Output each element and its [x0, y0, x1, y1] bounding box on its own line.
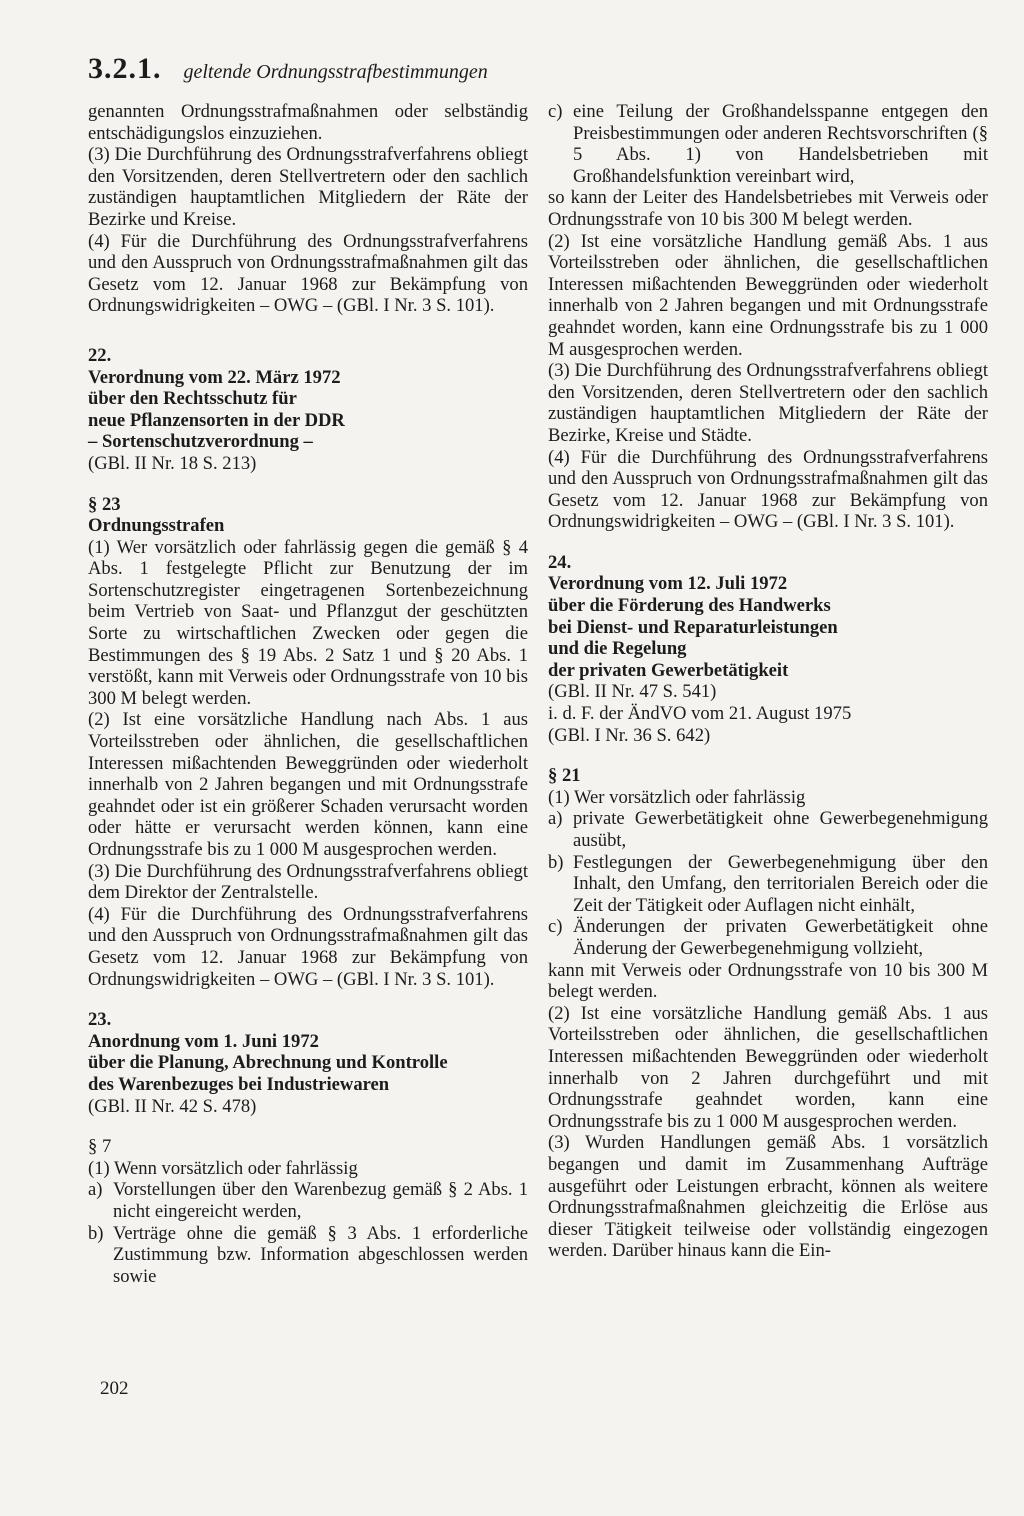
entry-source: (GBl. II Nr. 47 S. 541) — [548, 681, 717, 703]
list-item — [548, 916, 988, 959]
paragraph: (1) Wer vorsätzlich oder fahrlässig — [548, 786, 806, 808]
list-text: Änderungen der privaten Gewerbetätigkeit ohne Änderung der Gewerbegenehmigung vollzieht, — [573, 916, 988, 959]
entry-source: i. d. F. der ÄndVO vom 21. August 1975 — [548, 703, 852, 725]
entry-title-line: – Sortenschutzverordnung – — [88, 431, 313, 453]
paragraph: (2) Ist eine vorsätzliche Handlung nach Abs. 1 aus Vorteilsstreben oder ähnlichen, die gesellschaftlichen Interessen mißachtenden Beweggründen oder wiederholt innerhalb von 2 Jahren begangen und mit Ordnungsstrafe geahndet oder ist ein größerer Schaden verursacht worden oder hätte er verursacht werden können, kann eine Ordnungsstrafe bis zu 1 000 M ausgesprochen werden. — [88, 709, 528, 860]
entry-number: 24. — [548, 551, 572, 573]
entry-source: (GBl. II Nr. 18 S. 213) — [88, 452, 257, 474]
list-item — [548, 101, 988, 187]
entry-title-line: über den Rechtsschutz für — [88, 388, 297, 410]
list-label: a) — [548, 808, 563, 830]
paragraph: (3) Die Durchführung des Ordnungsstrafverfahrens obliegt den Vorsitzenden, deren Stellvertretern oder den sachlich zuständigen hauptamtlichen Mitgliedern der Räte der Bezirke und Kreise. — [88, 144, 528, 230]
list-label: b) — [88, 1222, 104, 1244]
entry-title-line: über die Planung, Abrechnung und Kontrolle — [88, 1052, 448, 1074]
entry-title-line: neue Pflanzensorten in der DDR — [88, 409, 345, 431]
entry-22 — [88, 345, 528, 990]
list-label: c) — [548, 916, 563, 938]
paragraph-sign: § 23 — [88, 493, 121, 515]
entry-24 — [548, 552, 988, 1262]
paragraph: (1) Wer vorsätzlich oder fahrlässig gegen die gemäß § 4 Abs. 1 festgelegte Pflicht zur Benutzung der im Sortenschutzregister eingetragenen Sortenbezeichnung beim Vertrieb von Saat- und Pflanzgut der geschützten Sorte zu wirtschaftlichen Zwecken oder gegen die Bestimmungen des § 19 Abs. 2 Satz 1 und § 20 Abs. 1 verstößt, kann mit Verweis oder Ordnungsstrafe von 10 bis 300 M belegt werden. — [88, 536, 528, 709]
entry-title-line: über die Förderung des Handwerks — [548, 595, 831, 617]
list-text: Verträge ohne die gemäß § 3 Abs. 1 erforderliche Zustimmung bzw. Information abgeschlossen werden sowie — [113, 1222, 528, 1287]
entry-title-line: bei Dienst- und Reparaturleistungen — [548, 616, 838, 638]
paragraph: kann mit Verweis oder Ordnungsstrafe von 10 bis 300 M belegt werden. — [548, 959, 988, 1003]
entry-title-line: des Warenbezuges bei Industriewaren — [88, 1073, 390, 1095]
paragraph: (1) Wenn vorsätzlich oder fahrlässig — [88, 1157, 358, 1179]
list-item — [548, 852, 988, 917]
entry-title-line: Verordnung vom 22. März 1972 — [88, 366, 341, 388]
section-heading: Ordnungsstrafen — [88, 515, 225, 537]
entry-23 — [88, 1009, 528, 1287]
paragraph: (4) Für die Durchführung des Ordnungsstrafverfahrens und den Ausspruch von Ordnungsstrafmaßnahmen gilt das Gesetz vom 12. Januar 1968 zur Bekämpfung von Ordnungswidrigkeiten – OWG – (GBl. I Nr. 3 S. 101). — [88, 230, 528, 317]
entry-title-line: und die Regelung — [548, 638, 687, 660]
list-item — [88, 1223, 528, 1288]
list-text: Festlegungen der Gewerbegenehmigung über den Inhalt, den Umfang, den territorialen Bereich oder die Zeit der Tätigkeit oder Auflagen nicht einhält, — [573, 851, 988, 916]
entry-source: (GBl. I Nr. 36 S. 642) — [548, 724, 711, 746]
paragraph: (2) Ist eine vorsätzliche Handlung gemäß Abs. 1 aus Vorteilsstreben oder ähnlichen, die gesellschaftlichen Interessen mißachtenden Beweggründen oder wiederholt innerhalb von 2 Jahren durchgeführt und mit Ordnungsstrafe geahndet worden, kann eine Ordnungsstrafe bis zu 1 000 M ausgesprochen werden. — [548, 1002, 988, 1132]
paragraph: genannten Ordnungsstrafmaßnahmen oder selbständig entschädigungslos einzuziehen. — [88, 101, 528, 144]
right-column — [548, 101, 988, 1262]
paragraph: (4) Für die Durchführung des Ordnungsstrafverfahrens und den Ausspruch von Ordnungsstrafmaßnahmen gilt das Gesetz vom 12. Januar 1968 zur Bekämpfung von Ordnungswidrigkeiten – OWG – (GBl. I Nr. 3 S. 101). — [548, 446, 988, 533]
paragraph: (3) Wurden Handlungen gemäß Abs. 1 vorsätzlich begangen und damit im Zusammenhang Aufträge ausgeführt oder Leistungen erbracht, können als weitere Ordnungsstrafmaßnahmen gleichzeitig die Erlöse aus dieser Tätigkeit teilweise oder vollständig eingezogen werden. Darüber hinaus kann die Ein- — [548, 1132, 988, 1262]
list-label: a) — [88, 1179, 103, 1201]
section-title: geltende Ordnungsstrafbestimmungen — [183, 61, 488, 83]
entry-number: 22. — [88, 344, 112, 366]
list-item — [88, 1179, 528, 1222]
paragraph-sign: § 21 — [548, 765, 581, 787]
paragraph: so kann der Leiter des Handelsbetriebes mit Verweis oder Ordnungsstrafe von 10 bis 300 M belegt werden. — [548, 187, 988, 230]
entry-number: 23. — [88, 1009, 112, 1031]
list-text: eine Teilung der Großhandelsspanne entgegen den Preisbestimmungen oder anderen Rechtsvorschriften (§ 5 Abs. 1) von Handelsbetrieben mit Großhandelsfunktion vereinbart wird, — [573, 101, 988, 187]
list-item — [548, 808, 988, 851]
page-number: 202 — [100, 1378, 129, 1399]
entry-title-line: Anordnung vom 1. Juni 1972 — [88, 1030, 319, 1052]
list-label: b) — [548, 851, 564, 873]
entry-title-line: der privaten Gewerbetätigkeit — [548, 659, 789, 681]
left-column — [88, 101, 528, 1287]
list-label: c) — [548, 101, 563, 122]
list-text: Vorstellungen über den Warenbezug gemäß § 2 Abs. 1 nicht eingereicht werden, — [113, 1179, 528, 1222]
section-number: 3.2.1. — [88, 52, 162, 85]
paragraph: (2) Ist eine vorsätzliche Handlung gemäß Abs. 1 aus Vorteilsstreben oder ähnlichen, die gesellschaftlichen Interessen mißachtenden Beweggründen oder wiederholt innerhalb von 2 Jahren begangen und mit Ordnungsstrafe geahndet worden, kann eine Ordnungsstrafe bis zu 1 000 M ausgesprochen werden. — [548, 230, 988, 360]
page-header — [88, 52, 488, 86]
paragraph-sign: § 7 — [88, 1136, 112, 1158]
entry-source: (GBl. II Nr. 42 S. 478) — [88, 1095, 257, 1117]
paragraph: (4) Für die Durchführung des Ordnungsstrafverfahrens und den Ausspruch von Ordnungsstrafmaßnahmen gilt das Gesetz vom 12. Januar 1968 zur Bekämpfung von Ordnungswidrigkeiten – OWG – (GBl. I Nr. 3 S. 101). — [88, 903, 528, 990]
paragraph: (3) Die Durchführung des Ordnungsstrafverfahrens obliegt dem Direktor der Zentralstelle. — [88, 860, 528, 904]
paragraph: (3) Die Durchführung des Ordnungsstrafverfahrens obliegt den Vorsitzenden, deren Stellvertretern oder den sachlich zuständigen hauptamtlichen Mitgliedern der Räte der Bezirke, Kreise und Städte. — [548, 360, 988, 446]
entry-title-line: Verordnung vom 12. Juli 1972 — [548, 573, 788, 595]
list-text: private Gewerbetätigkeit ohne Gewerbegenehmigung ausübt, — [573, 808, 988, 851]
